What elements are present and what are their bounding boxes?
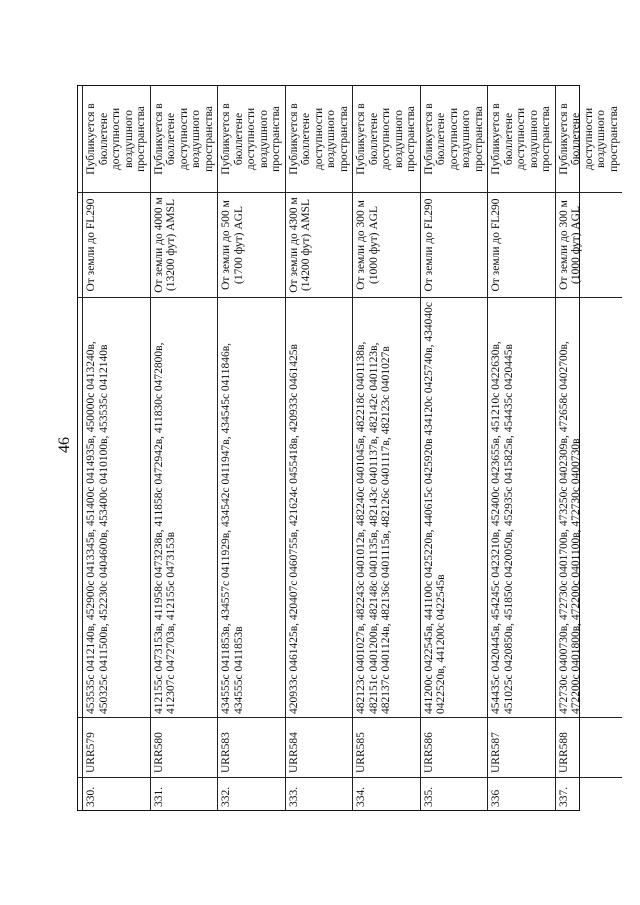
zone-coordinates: 453535с 0412140в, 452900с 0413345в, 451400с 0414935в, 450000с 0413240в, 450325с 0411500в, 452230с 0404600в, 453400с 0410100в, 453535с 0412140в — [83, 297, 151, 717]
zone-publication: Публикуется в бюллетене доступности воздушного пространства — [218, 86, 286, 192]
zone-code: URR579 — [83, 717, 151, 777]
zone-publication: Публикуется в бюллетене доступности воздушного пространства — [286, 86, 354, 192]
row-number: 334. — [353, 777, 421, 810]
zone-height: От земли до 4300 м (14200 фут) AMSL — [286, 192, 354, 297]
page-number: 46 — [56, 437, 73, 453]
zone-height: От земли до 500 м (1700 фут) AGL — [218, 192, 286, 297]
row-number: 331. — [151, 777, 219, 810]
zone-coordinates: 420933с 0461425в, 420407с 0460755в, 421624с 0455418в, 420933с 0461425в — [286, 297, 354, 717]
zone-code: URR584 — [286, 717, 354, 777]
row-number: 332. — [218, 777, 286, 810]
row-number: 335. — [421, 777, 489, 810]
zone-publication: Публикуется в бюллетене доступности воздушного пространства — [353, 86, 421, 192]
zone-publication: Публикуется в бюллетене доступности воздушного пространства — [488, 86, 556, 192]
zone-publication: Публикуется в бюллетене доступности воздушного пространства — [83, 86, 151, 192]
restricted-areas-table — [77, 85, 620, 811]
zone-coordinates: 412155с 0473153в, 411958с 0473238в, 411858с 0472942в, 411830с 0472800в, 412307с 0472703в, 412155с 0473153в — [151, 297, 219, 717]
zone-code: URR587 — [488, 717, 556, 777]
row-number: 336 — [488, 777, 556, 810]
zone-code: URR580 — [151, 717, 219, 777]
zone-code: URR586 — [421, 717, 489, 777]
zone-coordinates: 482123с 0401027в, 482243с 0401012в, 482240с 0401045в, 482218с 0401138в, 482151с 0401200в, 482148с 0401135в, 482143с 0401137в, 482142с 0401123в, 482137с 0401124в, 482136с 0401115в, 482126с 0401117в, 482123с 0401027в — [353, 297, 421, 717]
zone-publication: Публикуется в бюллетене доступности воздушного пространства — [421, 86, 489, 192]
zone-coordinates: 472730с 0400730в, 472730с 0401700в, 473250с 0402309в, 472658с 0402700в, 472200с 0401800в, 472200с 0401100в, 472730с 0400730в — [556, 297, 623, 717]
zone-coordinates: 434555с 0411853в, 434557с 0411929в, 434542с 0411947в, 434545с 0411846в, 434555с 0411853в — [218, 297, 286, 717]
zone-code: URR583 — [218, 717, 286, 777]
zone-coordinates: 454435с 0420445в, 454245с 0423210в, 452400с 0423655в, 451210с 0422630в, 451025с 0420850в, 451850с 0420050в, 452935с 0415825в, 454435с 0420445в — [488, 297, 556, 717]
zone-coordinates: 441200с 0422545в, 441100с 0425220в, 440615с 0425920в 434120с 0425740в, 434040с 0422520в, 441200с 0422545в — [421, 297, 489, 717]
zone-code: URR585 — [353, 717, 421, 777]
zone-height: От земли до FL290 — [421, 192, 489, 297]
zone-code: URR588 — [556, 717, 623, 777]
zone-publication: Публикуется в бюллетене доступности воздушного пространства — [151, 86, 219, 192]
zone-height: От земли до 300 м (1000 фут) AGL — [353, 192, 421, 297]
zone-height: От земли до FL290 — [488, 192, 556, 297]
zone-publication: Публикуется в бюллетене доступности воздушного пространства — [557, 103, 620, 175]
row-number: 333. — [286, 777, 354, 810]
row-number: 330. — [83, 777, 151, 810]
row-number: 337. — [556, 777, 623, 810]
zone-height: От земли до 300 м (1000 фут) AGL — [556, 192, 623, 297]
zone-height: От земли до FL290 — [83, 192, 151, 297]
zone-height: От земли до 4000 м (13200 фут) AMSL — [151, 192, 219, 297]
